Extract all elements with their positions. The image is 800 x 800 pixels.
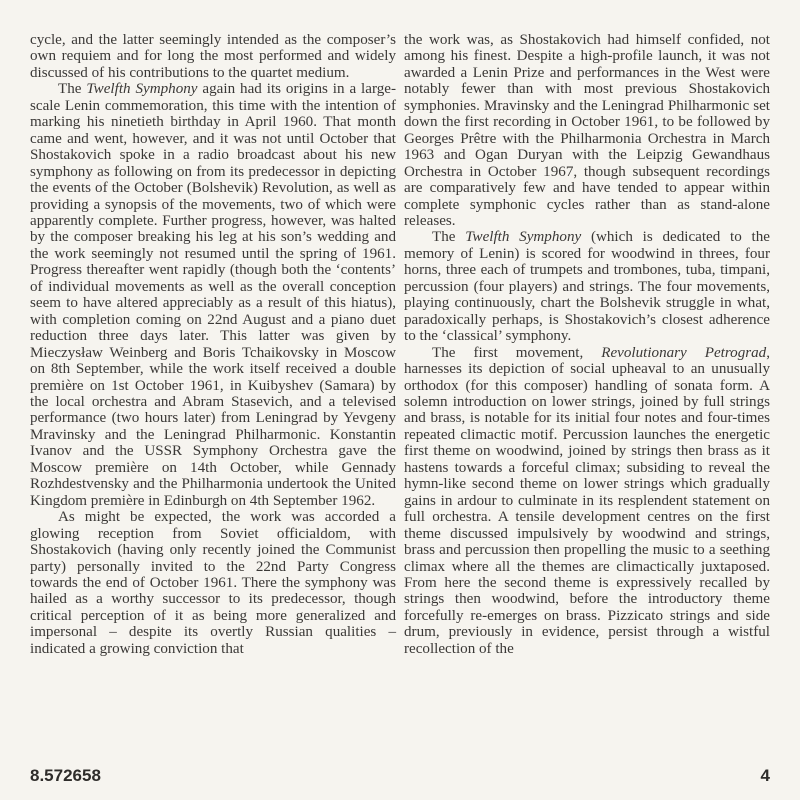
right-paragraph-2 [404,229,770,344]
left-paragraph-2-lead: The [58,81,87,98]
right-paragraph-1: the work was, as Shostakovich had himself confided, not among his finest. Despite a high-profile launch, it was not awarded a Lenin Prize and performances in the West were notably fewer than with most previous Shostakovich symphonies. Mravinsky and the Leningrad Philharmonic set down the first recording in October 1961, to be followed by Georges Prêtre with the Philharmonia Orchestra in March 1963 and Ogan Duryan with the Leipzig Gewandhaus Orchestra in October 1967, though subsequent recordings are comparatively few and have tended to appear within complete symphonic cycles rather than as stand-alone releases. [404,32,770,229]
left-paragraph-2-body: again had its origins in a large-scale Lenin commemoration, this time with the intention of marking his ninetieth birthday in April 1960. That month came and went, however, and it was not until October that Shostakovich spoke in a radio broadcast about his new symphony as following on from its predecessor in depicting the events of the October (Bolshevik) Revolution, as well as providing a synopsis of the movements, two of which were apparently complete. Further progress, however, was halted by the composer breaking his leg at his son’s wedding and the work seemingly not resumed until the spring of 1961. Progress thereafter went rapidly (though both the ‘contents’ of individual movements as well as the overall conception seem to have altered appreciably as a result of this hiatus), with completion coming on 22nd August and a piano duet reduction three days later. This latter was given by Mieczysław Weinberg and Boris Tchaikovsky in Moscow on 8th September, while the work itself received a double première on 1st October 1961, in Kuibyshev (Samara) by the local orchestra and Abram Stasevich, and a televised performance (two hours later) from Leningrad by Yevgeny Mravinsky and the Leningrad Philharmonic. Konstantin Ivanov and the USSR Symphony Orchestra gave the Moscow première on 14th October, while Gennady Rozhdestvensky and the Philharmonia undertook the United Kingdom première in Edinburgh on 4th September 1962. [30,81,396,509]
right-column [404,32,770,657]
work-title-italic: Twelfth Symphony [465,229,582,246]
left-paragraph-2 [30,81,396,509]
left-paragraph-3: As might be expected, the work was accorded a glowing reception from Soviet officialdom, with Shostakovich (having only recently joined the Communist party) personally invited to the 22nd Party Congress towards the end of October 1961. There the symphony was hailed as a worthy successor to its predecessor, though critical perception of it as being more generalized and impersonal – despite its overtly Russian qualities – indicated a growing conviction that [30,509,396,657]
right-paragraph-3-body: , harnesses its depiction of social upheaval to an unusually orthodox (for this composer) handling of sonata form. A solemn introduction on lower strings, joined by full strings and brass, is notable for its initial four notes and four-times repeated climactic motif. Percussion launches the energetic first theme on woodwind, joined by strings then brass as it hastens towards a forceful climax; subsiding to reveal the hymn-like second theme on lower strings which gradually gains in ardour to culminate in its resplendent statement on full orchestra. A tensile development centres on the first theme discussed impulsively by woodwind and strings, brass and percussion then propelling the music to a seething climax where all the themes are climactically juxtaposed. From here the second theme is expressively recalled by strings then woodwind, before the introductory theme forcefully re-emerges on brass. Pizzicato strings and side drum, previously in evidence, persist through a wistful recollection of the [404,344,770,657]
right-paragraph-2-lead: The [432,229,466,246]
catalog-number: 8.572658 [30,766,101,785]
right-paragraph-3 [404,345,770,658]
work-title-italic: Twelfth Symphony [86,81,198,98]
right-paragraph-2-body: (which is dedicated to the memory of Lenin) is scored for woodwind in threes, four horns, three each of trumpets and trombones, tuba, timpani, percussion (four players) and strings. The four movements, playing continuously, chart the Bolshevik struggle in what, paradoxically perhaps, is Shostakovich’s closest adherence to the ‘classical’ symphony. [404,229,770,345]
left-paragraph-1: cycle, and the latter seemingly intended as the composer’s own requiem and for long the most performed and widely discussed of his contributions to the quartet medium. [30,32,396,81]
movement-title-italic: Revolutionary Petrograd [601,344,767,361]
text-columns [30,32,770,657]
page-number: 4 [760,766,770,785]
left-column [30,32,396,657]
page-footer [30,766,770,786]
right-paragraph-3-lead: The first movement, [432,344,602,361]
